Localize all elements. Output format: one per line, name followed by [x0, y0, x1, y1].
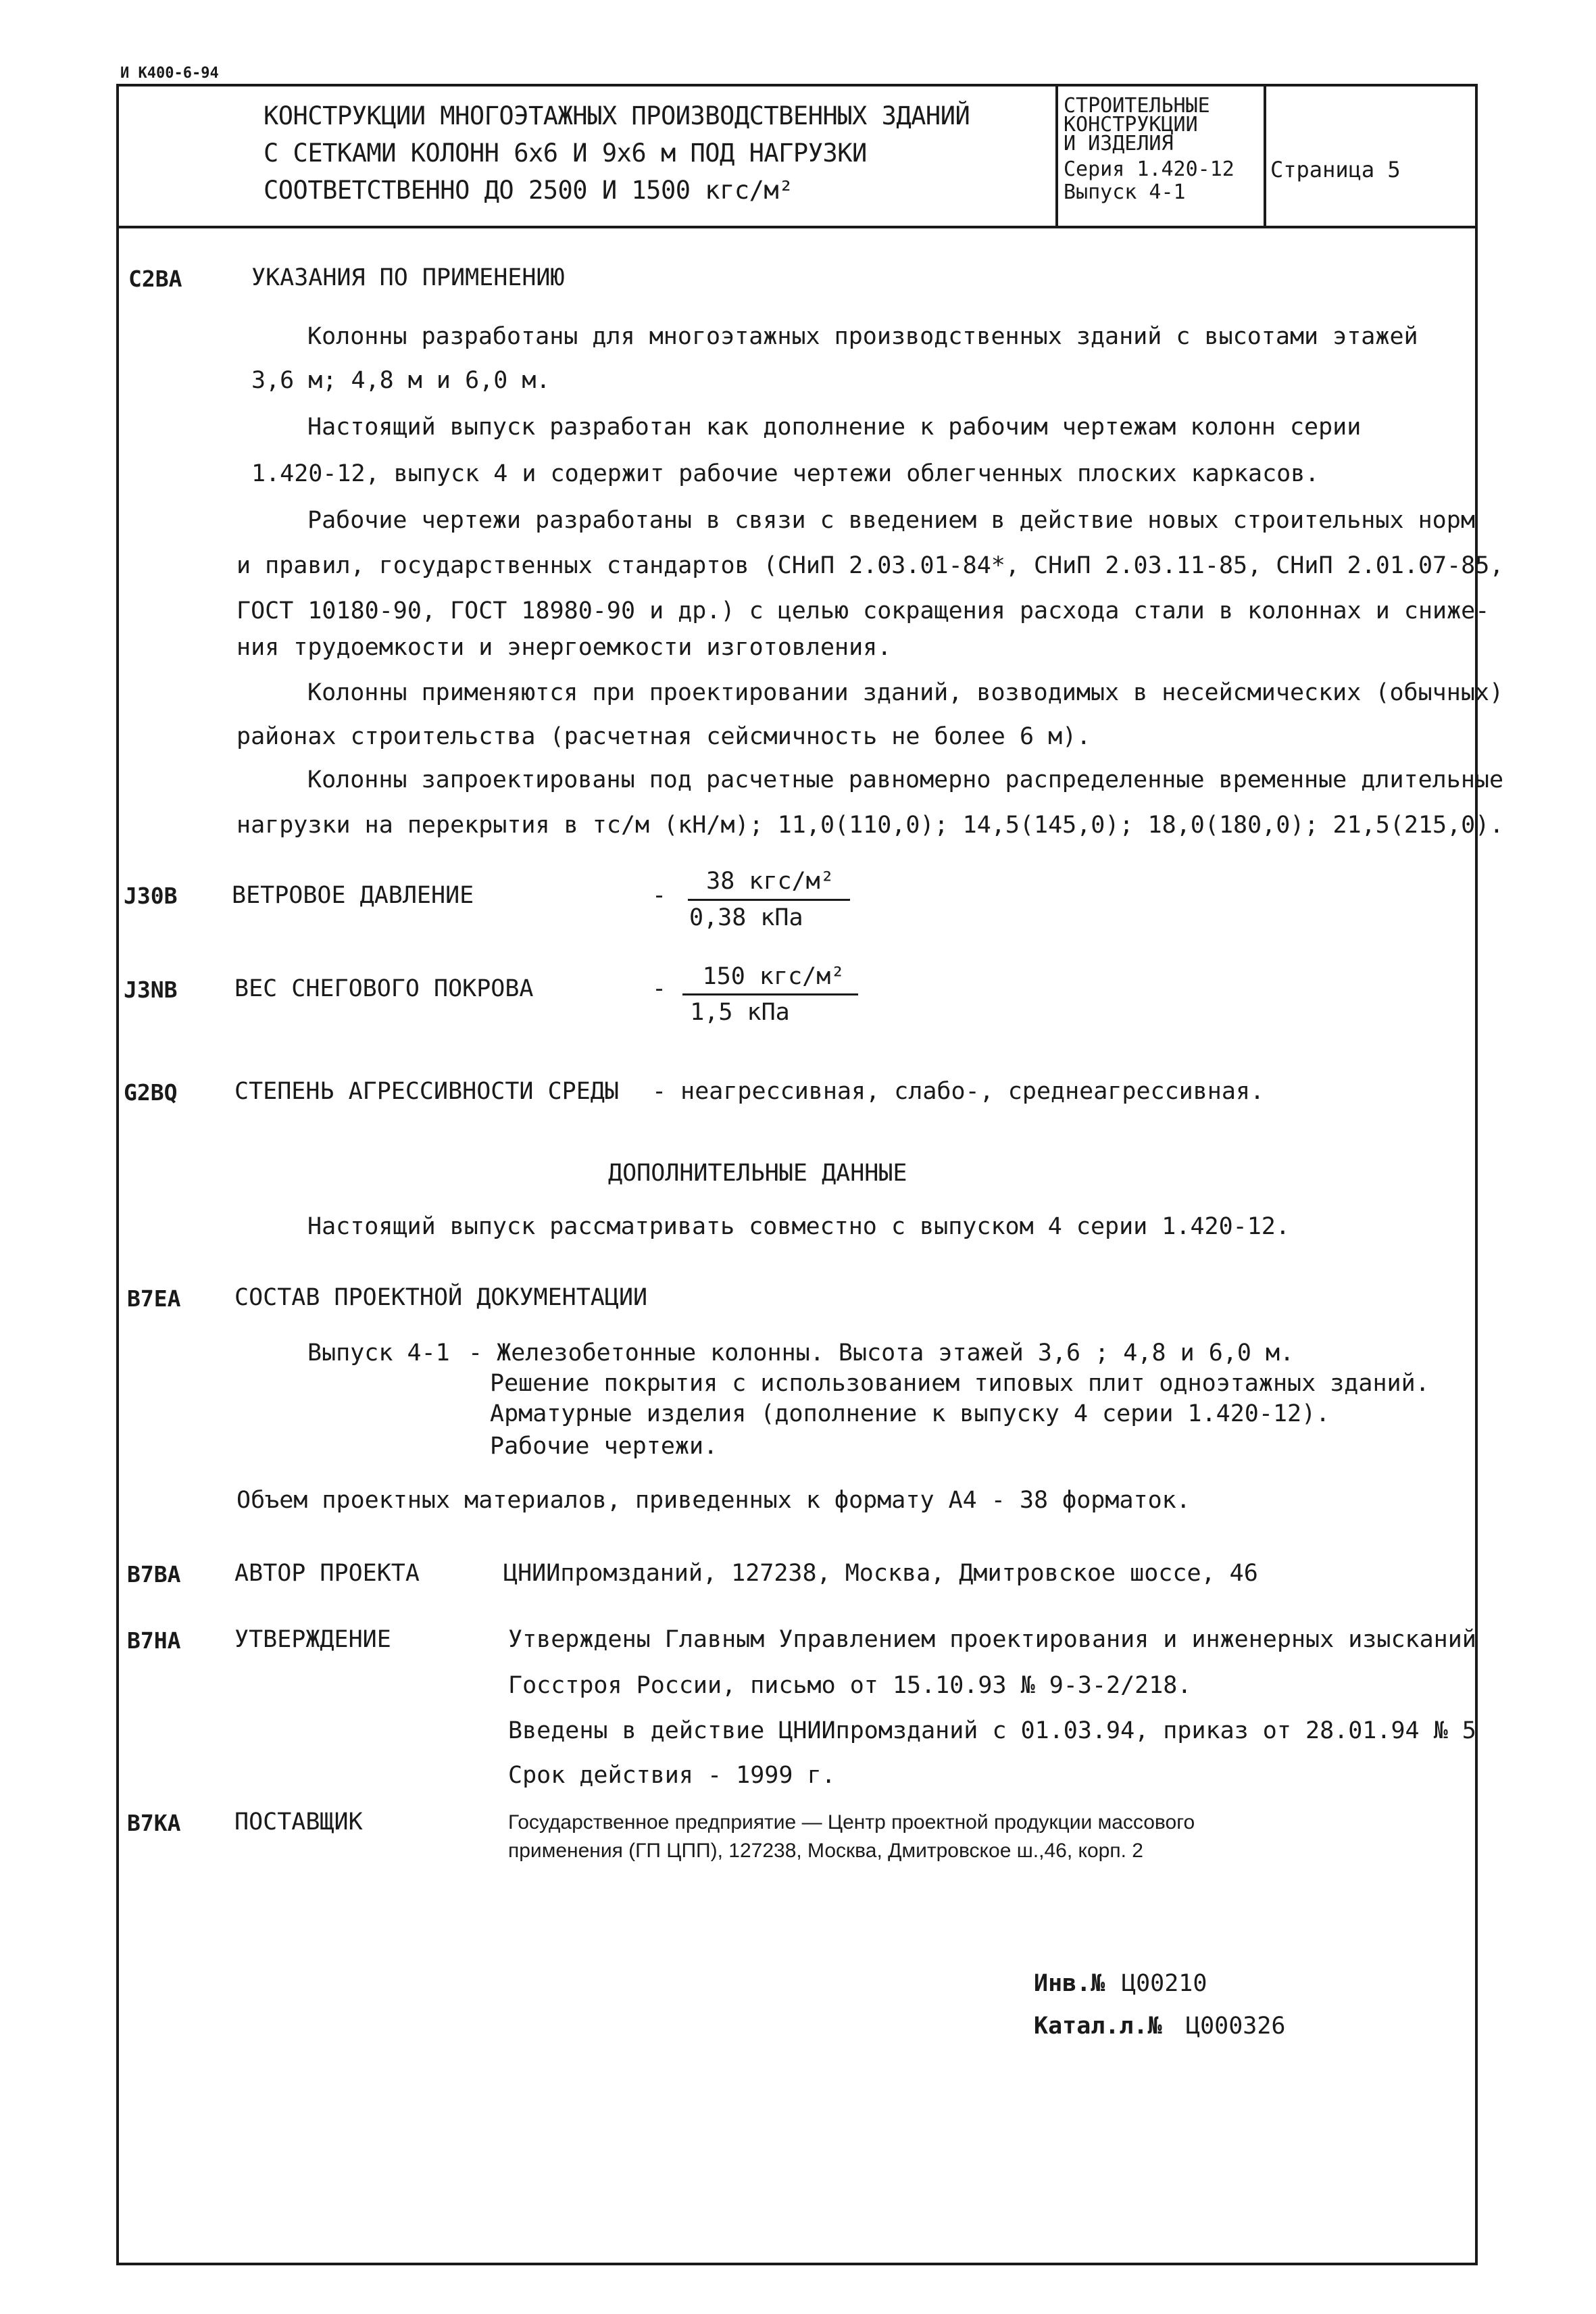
supplier-line: применения (ГП ЦПП), 127238, Москва, Дмитровское ш.,46, корп. 2 [508, 1840, 1143, 1862]
header-issue: Выпуск 4-1 [1064, 180, 1186, 204]
wind-denominator: 0,38 кПа [689, 904, 803, 931]
wind-numerator: 38 кгс/м² [706, 868, 834, 895]
header-category-line: КОНСТРУКЦИИ [1064, 113, 1198, 137]
composition-heading: СОСТАВ ПРОЕКТНОЙ ДОКУМЕНТАЦИИ [234, 1284, 648, 1311]
composition-issue-label: Выпуск 4-1 [307, 1339, 450, 1367]
section-code: B7BA [127, 1561, 181, 1587]
header-title-line: С СЕТКАМИ КОЛОНН 6х6 И 9х6 м ПОД НАГРУЗКИ [264, 139, 867, 168]
header-column-divider [1055, 84, 1058, 227]
supplier-line: Государственное предприятие — Центр проектной продукции массового [508, 1811, 1195, 1833]
header-title-line: КОНСТРУКЦИИ МНОГОЭТАЖНЫХ ПРОИЗВОДСТВЕННЫХ ЗДАНИЙ [264, 101, 970, 130]
aggression-value: - неагрессивная, слабо-, среднеагрессивная. [652, 1078, 1265, 1105]
wind-label: ВЕТРОВОЕ ДАВЛЕНИЕ [232, 882, 474, 909]
author-label: АВТОР ПРОЕКТА [234, 1560, 420, 1587]
approval-line: Утверждены Главным Управлением проектирования и инженерных изысканий [508, 1626, 1476, 1653]
snow-dash: - [652, 975, 667, 1002]
fraction-line [682, 993, 858, 995]
header-title-line: СООТВЕТСТВЕННО ДО 2500 И 1500 кгс/м² [264, 176, 793, 205]
application-paragraph-line: Рабочие чертежи разработаны в связи с введением в действие новых строительных норм [307, 507, 1475, 534]
aggression-label: СТЕПЕНЬ АГРЕССИВНОСТИ СРЕДЫ [234, 1078, 619, 1105]
composition-line: Решение покрытия с использованием типовых плит одноэтажных зданий. [490, 1370, 1430, 1397]
application-paragraph-line: районах строительства (расчетная сейсмичность не более 6 м). [236, 723, 1091, 750]
section-code: B7EA [127, 1285, 181, 1312]
approval-line: Срок действия - 1999 г. [508, 1762, 836, 1789]
section-code: J3NB [124, 977, 178, 1003]
application-paragraph-line: Настоящий выпуск разработан как дополнение к рабочим чертежам колонн серии [307, 414, 1362, 441]
inventory-label: Инв.№ [1034, 1970, 1105, 1997]
application-paragraph-line: и правил, государственных стандартов (СНиП 2.03.01-84*, СНиП 2.03.11-85, СНиП 2.01.07-85, [236, 552, 1504, 579]
application-paragraph-line: нагрузки на перекрытия в тс/м (кН/м); 11,0(110,0); 14,5(145,0); 18,0(180,0); 21,5(215,0). [236, 812, 1504, 839]
application-paragraph-line: Колонны применяются при проектировании зданий, возводимых в несейсмических (обычных) [307, 679, 1504, 706]
section-code: G2BQ [124, 1079, 178, 1106]
section-code: B7HA [127, 1627, 181, 1654]
application-heading: УКАЗАНИЯ ПО ПРИМЕНЕНИЮ [251, 264, 565, 291]
additional-text: Настоящий выпуск рассматривать совместно с выпуском 4 серии 1.420-12. [307, 1213, 1290, 1240]
application-paragraph-line: 1.420-12, выпуск 4 и содержит рабочие чертежи облегченных плоских каркасов. [251, 460, 1320, 487]
supplier-label: ПОСТАВЩИК [234, 1808, 363, 1836]
header-category-line: И ИЗДЕЛИЯ [1064, 132, 1174, 155]
approval-line: Госстроя России, письмо от 15.10.93 № 9-3-2/218. [508, 1672, 1192, 1699]
additional-heading: ДОПОЛНИТЕЛЬНЫЕ ДАННЫЕ [608, 1160, 907, 1187]
approval-label: УТВЕРЖДЕНИЕ [234, 1626, 391, 1653]
application-paragraph-line: ГОСТ 10180-90, ГОСТ 18980-90 и др.) с целью сокращения расхода стали в колоннах и сниже- [236, 597, 1490, 624]
header-column-divider [1264, 84, 1266, 227]
snow-denominator: 1,5 кПа [690, 999, 790, 1026]
snow-label: ВЕС СНЕГОВОГО ПОКРОВА [234, 975, 534, 1002]
composition-line: Рабочие чертежи. [490, 1433, 718, 1460]
section-code: C2BA [128, 266, 182, 292]
application-paragraph-line: ния трудоемкости и энергоемкости изготовления. [236, 634, 892, 661]
approval-line: Введены в действие ЦНИИпромзданий с 01.03.94, приказ от 28.01.94 № 5 [508, 1717, 1476, 1744]
application-paragraph-line: 3,6 м; 4,8 м и 6,0 м. [251, 367, 551, 394]
snow-numerator: 150 кгс/м² [702, 963, 845, 990]
composition-volume: Объем проектных материалов, приведенных к формату А4 - 38 форматок. [236, 1487, 1191, 1514]
composition-line: - Железобетонные колонны. Высота этажей 3,6 ; 4,8 и 6,0 м. [468, 1339, 1295, 1367]
header-divider [116, 226, 1478, 228]
application-paragraph-line: Колонны разработаны для многоэтажных производственных зданий с высотами этажей [307, 323, 1418, 350]
catalog-number: Ц000326 [1186, 2013, 1286, 2040]
section-code: B7KA [127, 1810, 181, 1836]
header-series: Серия 1.420-12 [1064, 157, 1235, 181]
header-category-line: СТРОИТЕЛЬНЫЕ [1064, 94, 1210, 118]
catalog-label: Катал.л.№ [1034, 2013, 1162, 2040]
wind-dash: - [652, 882, 667, 909]
fraction-line [688, 899, 850, 901]
section-code: J30B [124, 883, 178, 909]
author-value: ЦНИИпромзданий, 127238, Москва, Дмитровское шоссе, 46 [503, 1560, 1258, 1587]
document-reference: И К400-6-94 [120, 65, 219, 82]
page-number: Страница 5 [1270, 157, 1401, 182]
inventory-number: Ц00210 [1122, 1970, 1207, 1997]
composition-line: Арматурные изделия (дополнение к выпуску 4 серии 1.420-12). [490, 1400, 1330, 1427]
application-paragraph-line: Колонны запроектированы под расчетные равномерно распределенные временные длительные [307, 766, 1504, 793]
